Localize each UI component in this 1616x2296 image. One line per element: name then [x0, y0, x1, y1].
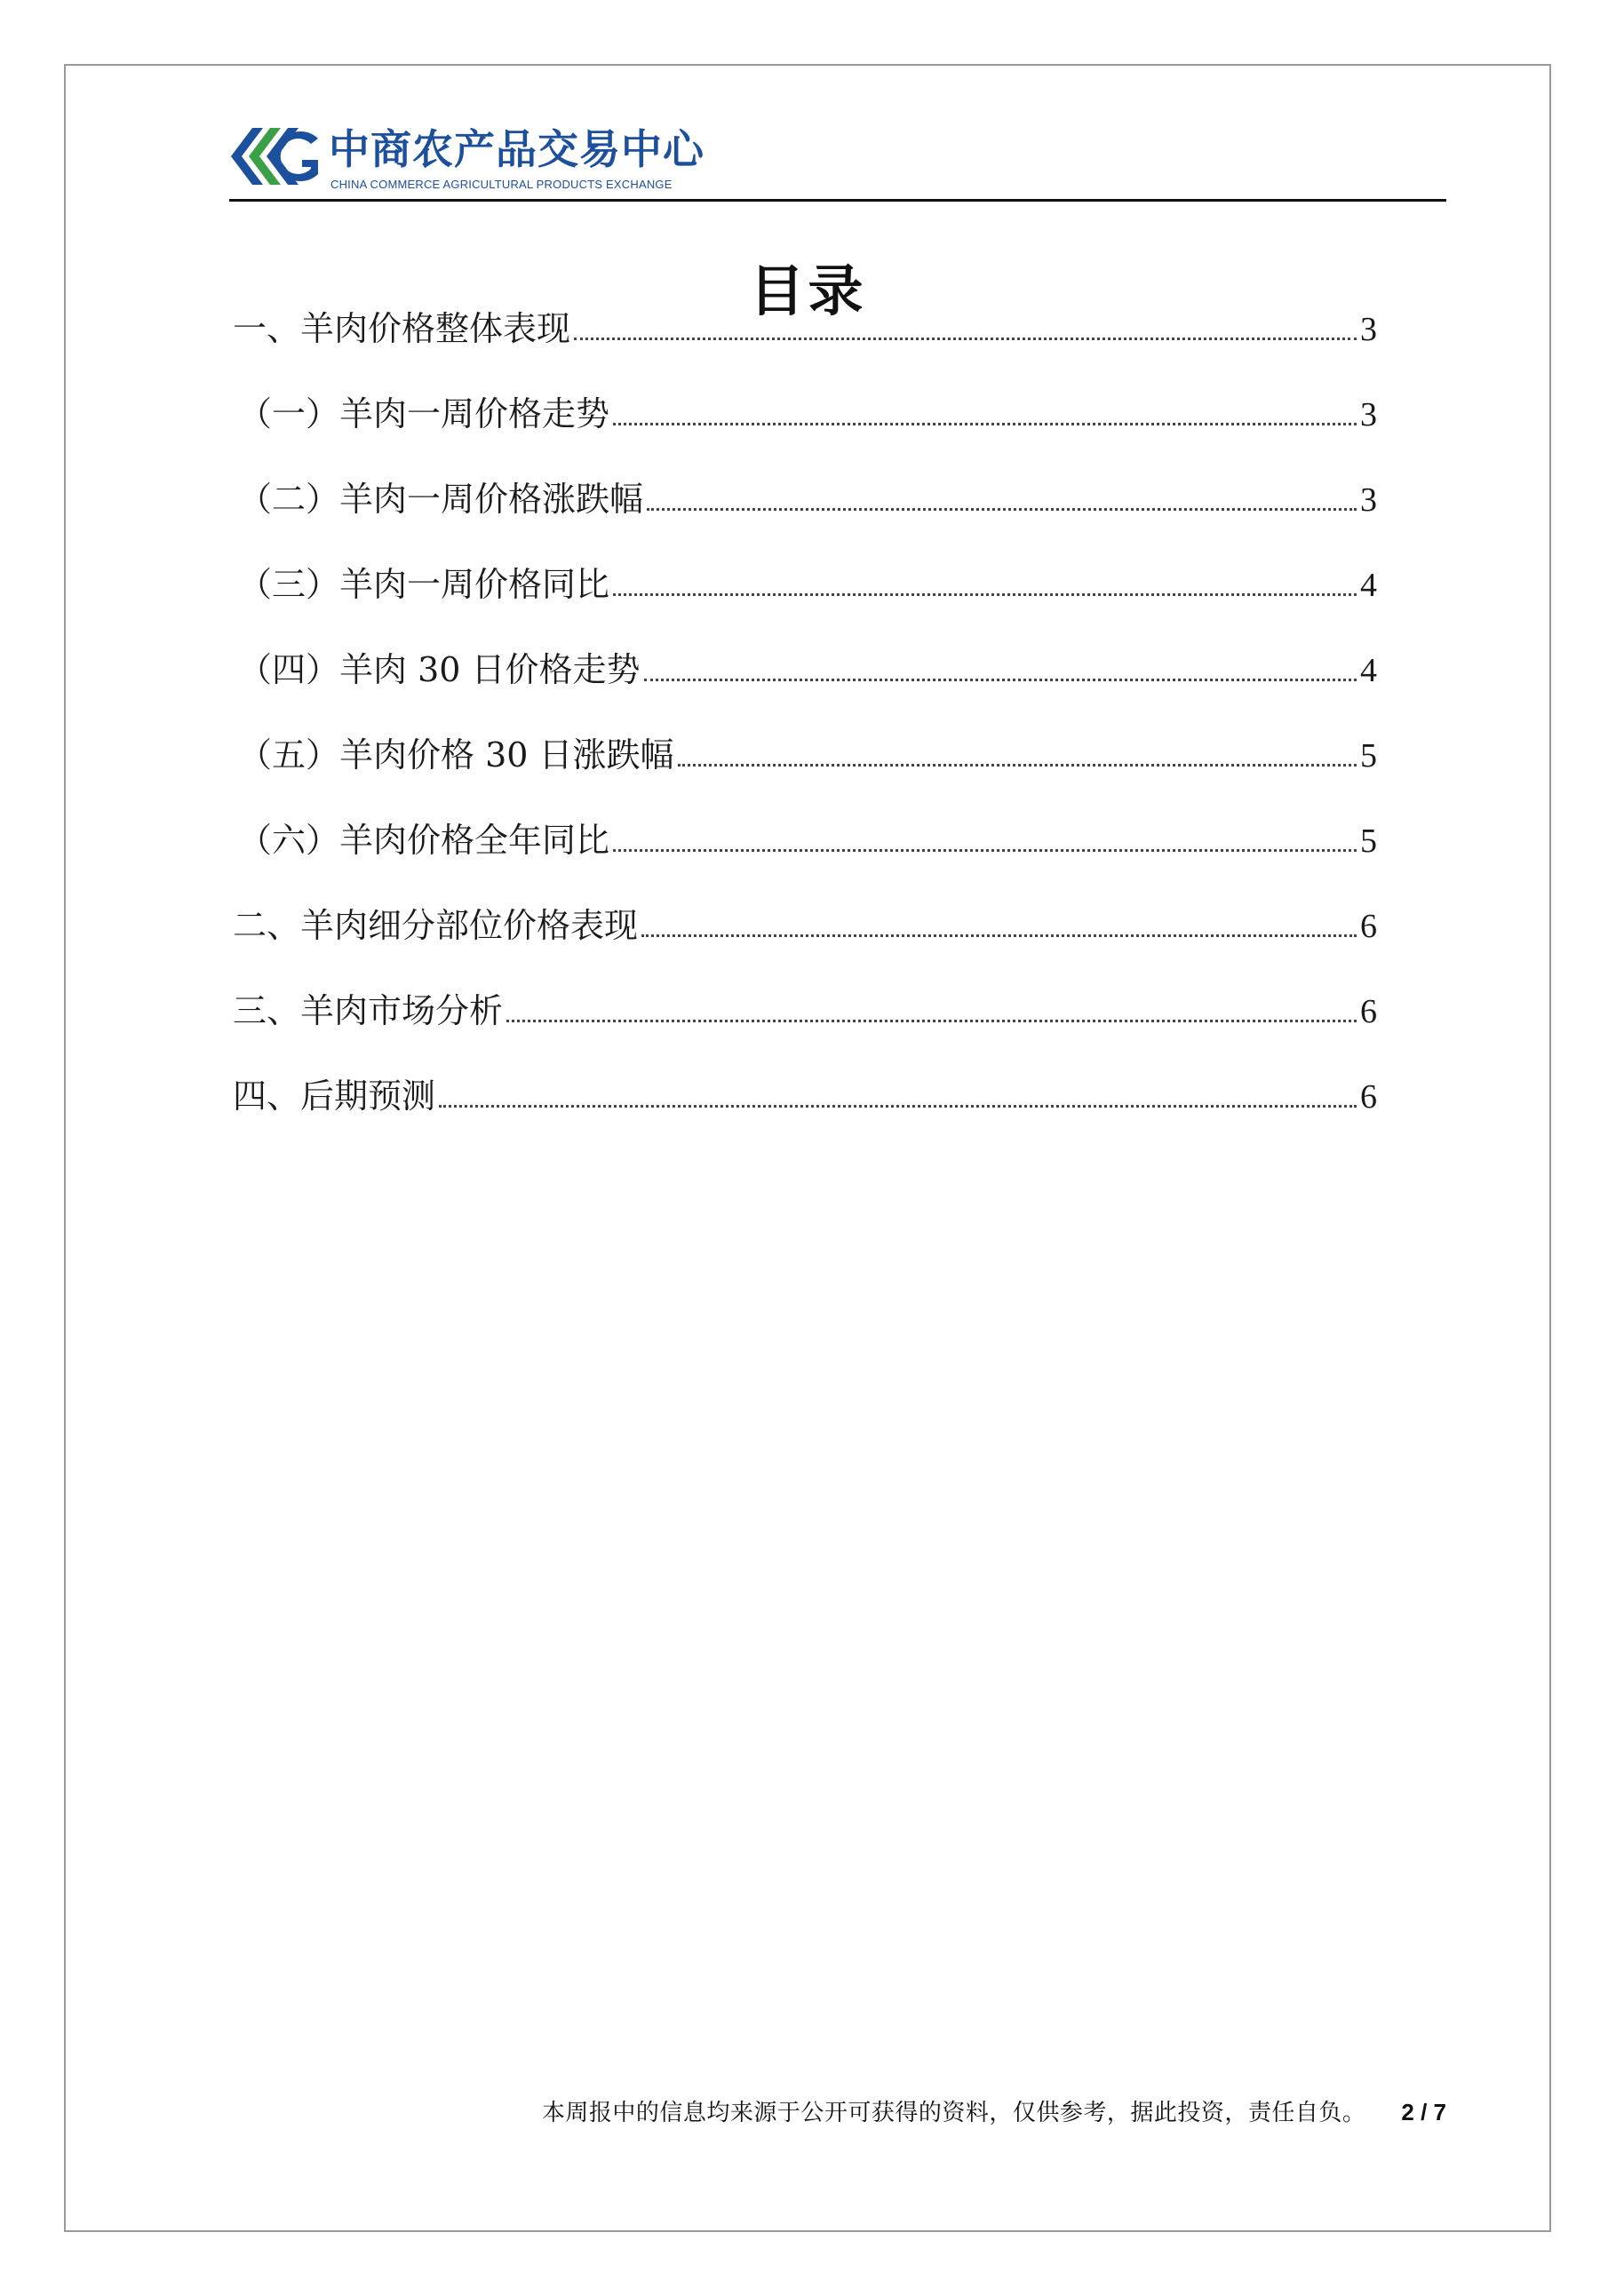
dot-leader	[678, 764, 1357, 767]
dot-leader	[439, 1105, 1357, 1108]
toc-entry[interactable]	[233, 814, 1377, 899]
page-number: 2 / 7	[1401, 2099, 1446, 2125]
toc-entry-label: （三）羊肉一周价格同比	[238, 565, 610, 604]
page-footer	[493, 2094, 1446, 2130]
dot-leader	[647, 508, 1357, 511]
toc-entry-label: （一）羊肉一周价格走势	[238, 394, 610, 433]
toc-entry[interactable]	[233, 473, 1377, 558]
toc-entry-page: 6	[1360, 993, 1377, 1030]
toc-entry-label: （五）羊肉价格 30 日涨跌幅	[238, 735, 674, 775]
toc-entry-page: 4	[1360, 567, 1377, 604]
dot-leader	[613, 593, 1357, 596]
toc-entry-page: 3	[1360, 311, 1377, 348]
toc-entry[interactable]	[233, 643, 1377, 728]
toc-entry-label: 四、后期预测	[233, 1076, 436, 1116]
toc-entry-page: 3	[1360, 481, 1377, 519]
company-logo-icon	[229, 121, 323, 192]
page-header	[229, 114, 1446, 203]
toc-entry-label: 三、羊肉市场分析	[233, 991, 504, 1030]
toc-entry[interactable]	[233, 984, 1377, 1069]
toc-entry[interactable]	[233, 1069, 1377, 1155]
company-name-chinese: 中商农产品交易中心	[329, 125, 705, 173]
toc-entry-label: （六）羊肉价格全年同比	[238, 821, 610, 860]
dot-leader	[641, 934, 1357, 937]
disclaimer-text: 本周报中的信息均来源于公开可获得的资料，仅供参考，据此投资，责任自负。	[541, 2100, 1366, 2126]
dot-leader	[613, 423, 1357, 425]
toc-entry-label: （二）羊肉一周价格涨跌幅	[238, 480, 644, 519]
toc-entry-page: 5	[1360, 737, 1377, 775]
dot-leader	[574, 338, 1357, 340]
toc-entry-page: 3	[1360, 396, 1377, 433]
toc-entry[interactable]	[233, 728, 1377, 814]
toc-entry-label: 一、羊肉价格整体表现	[233, 309, 571, 348]
table-of-contents	[233, 302, 1377, 1155]
dot-leader	[506, 1020, 1357, 1022]
toc-entry-page: 5	[1360, 822, 1377, 860]
toc-entry[interactable]	[233, 558, 1377, 643]
toc-entry-page: 6	[1360, 908, 1377, 945]
toc-entry[interactable]	[233, 899, 1377, 984]
dot-leader	[644, 679, 1357, 681]
toc-entry-label: 二、羊肉细分部位价格表现	[233, 906, 639, 945]
dot-leader	[613, 849, 1357, 852]
toc-entry-page: 6	[1360, 1078, 1377, 1116]
toc-title: 目录	[749, 258, 867, 323]
header-divider	[229, 199, 1446, 202]
toc-entry-label: （四）羊肉 30 日价格走势	[238, 650, 641, 689]
toc-entry[interactable]	[233, 302, 1377, 387]
company-name-english: CHINA COMMERCE AGRICULTURAL PRODUCTS EXCHANGE	[330, 178, 673, 191]
toc-entry-page: 4	[1360, 652, 1377, 689]
toc-entry[interactable]	[233, 387, 1377, 473]
